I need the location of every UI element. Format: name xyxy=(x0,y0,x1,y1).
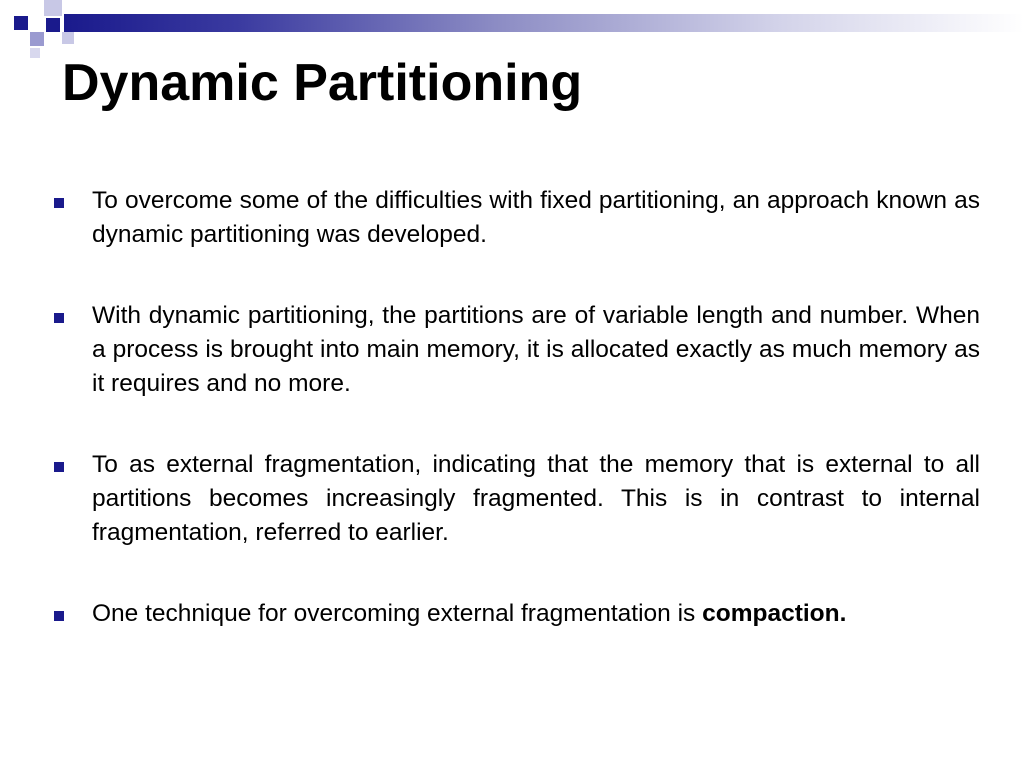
decorative-square xyxy=(62,32,74,44)
bullet-item xyxy=(52,184,980,252)
bullet-square-icon xyxy=(54,313,64,323)
bullet-text: One technique for overcoming external fragmentation is xyxy=(92,600,703,627)
decorative-square xyxy=(46,18,60,32)
key-term: compaction. xyxy=(702,600,847,627)
decorative-square xyxy=(44,0,62,16)
bullet-item xyxy=(52,597,980,631)
decorative-square xyxy=(14,16,28,30)
bullet-square-icon xyxy=(54,198,64,208)
bullet-text: To as external fragmentation, indicating that the memory that is external to all partitions becomes increasingly fragmented. This is in contrast to internal fragmentation, referred to earlier. xyxy=(92,451,980,546)
bullet-text: To overcome some of the difficulties with fixed partitioning, an approach known as dynamic partitioning was developed. xyxy=(92,187,980,248)
bullet-item xyxy=(52,448,980,550)
decorative-square xyxy=(30,48,40,58)
header-gradient-band xyxy=(64,14,1024,32)
bullet-square-icon xyxy=(54,611,64,621)
slide-title: Dynamic Partitioning xyxy=(62,54,583,112)
decorative-square xyxy=(30,32,44,46)
bullet-list xyxy=(52,184,980,631)
bullet-text: With dynamic partitioning, the partitions are of variable length and number. When a process is brought into main memory, it is allocated exactly as much memory as it requires and no more. xyxy=(92,302,980,397)
bullet-item xyxy=(52,299,980,401)
bullet-square-icon xyxy=(54,462,64,472)
